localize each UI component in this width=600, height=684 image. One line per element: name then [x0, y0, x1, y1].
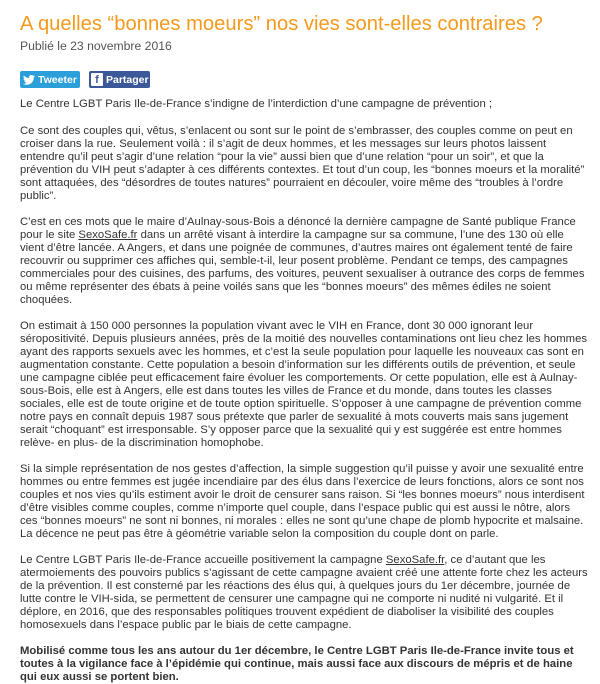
closing-statement: Mobilisé comme tous les ans autour du 1er décembre, le Centre LGBT Paris Ile-de-France invite tous et toutes à la vigilance face à l’épidémie qui continue, mais aussi face aux discours de mépris et de haine qui eux aussi se portent bien.: [20, 645, 574, 683]
paragraph-3-text-continued: dans un arrêté visant à interdire la campagne sur sa commune, l’une des 130 où elle vient d’être lancée. A Angers, et dans une poignée de communes, d’autres maires ont également tenté de faire recouvrir ou supprimer ces affiches qui, semble-t-il, leur posent problème. Pendant ce temps, des campagnes commerciales pour des cuisines, des parfums, des voitures, peuvent sexualiser à outrance des corps de femmes ou même représenter des ébats à peine voilés sans que les “bonnes moeurs” des mêmes édiles ne soient choquées.: [20, 229, 585, 306]
paragraph-4: On estimait à 150 000 personnes la population vivant avec le VIH en France, dont 30 000 ignorant leur séropositivité. Depuis plusieurs années, près de la moitié des nouvelles contaminations ont lieu chez les hommes ayant des rapports sexuels avec les hommes, et c’est la seule population pour laquelle les nouveaux cas sont en augmentation constante. Cette population a besoin d’information sur les différents outils de prévention, et seule une campagne ciblée peut efficacement faire évoluer les comportements. Or cette population, elle est à Aulnay-sous-Bois, elle est à Angers, elle est dans toutes les villes de France et du monde, dans toutes les classes sociales, elle est de toute origine et de toute option spirituelle. S’opposer à une campagne de prévention comme notre pays en connaît depuis 1987 sous prétexte que parler de sexualité à mots couverts mais sans jugement serait “choquant” est irresponsable. S’y opposer parce que la sexualité qui y est suggérée est entre hommes relève- en plus- de la discrimination homophobe.: [20, 320, 588, 449]
paragraph-2: Ce sont des couples qui, vêtus, s’enlacent ou sont sur le point de s’embrasser, des couples comme on peut en croiser dans la rue. Seulement voilà : il s’agit de deux hommes, et les messages sur leurs photos laissent entendre qu’il peut s’agir d’une relation “pour la vie” aussi bien que d’une relation “pour un soir”, et que la prévention du VIH peut s’adapter à ces différents contextes. Et tout d’un coup, les “bonnes moeurs et la moralité” sont attaquées, des “désordres de toutes natures” pourraient en découler, voire même des “troubles à l’ordre public”.: [20, 125, 585, 202]
paragraph-3-text: C’est en ces mots que le maire d’Aulnay-sous-Bois a dénoncé la dernière campagne de Santé publique France pour le site: [20, 216, 576, 241]
publish-date: Publié le 23 novembre 2016: [20, 39, 172, 53]
share-bar: [20, 71, 600, 88]
paragraph-6-text-continued: , ce d’autant que les atermoiements des pouvoirs publics s’agissant de cette campagne avaient créé une attente forte chez les acteurs de la prévention. Il est consterné par les réactions des élus qui, à quelques jours du 1er décembre, journée de lutte contre le VIH-sida, se permettent de censurer une campagne qui ne comporte ni nudité ni vulgarité. Et il déplore, en 2016, que des responsables politiques trouvent expédient de diaboliser la visibilité des couples homosexuels dans l’espace public par le biais de cette campagne.: [20, 554, 588, 631]
paragraph-1: Le Centre LGBT Paris Ile-de-France s’indigne de l’interdiction d’une campagne de prévention ;: [20, 98, 493, 110]
sexosafe-link-2[interactable]: SexoSafe.fr: [385, 554, 445, 566]
article-body: [20, 98, 588, 684]
share-button-label: Partager: [106, 73, 149, 86]
sexosafe-link[interactable]: SexoSafe.fr: [78, 229, 138, 241]
paragraph-5: Si la simple représentation de nos gestes d’affection, la simple suggestion qu’il puisse y avoir une sexualité entre hommes ou entre femmes est jugée incendiaire par des élus dans l’exercice de leurs fonctions, alors ce sont nos couples et nos vies qu’ils estiment avoir le droit de censurer sans raison. Si “les bonnes moeurs” nous interdisent d’être visibles comme couples, comme n’importe quel couple, dans l’espace public qui est aussi le nôtre, alors ces “bonnes moeurs” ne sont ni bonnes, ni morales : elles ne sont qu’une chape de plomb hypocrite et malsaine. La décence ne peut pas être à géométrie variable selon la composition du couple dont on parle.: [20, 463, 585, 540]
tweet-button-label: Tweeter: [38, 73, 77, 86]
paragraph-6: [20, 554, 588, 632]
facebook-f-icon: f: [91, 73, 103, 87]
share-facebook-button[interactable]: [89, 71, 150, 88]
article-title: A quelles “bonnes moeurs” nos vies sont-elles contraires ?: [20, 13, 543, 35]
paragraph-6-text: Le Centre LGBT Paris Ile-de-France accueille positivement la campagne: [20, 554, 386, 566]
tweet-button[interactable]: [20, 71, 80, 88]
twitter-bird-icon: [23, 73, 35, 87]
paragraph-3: [20, 216, 588, 307]
